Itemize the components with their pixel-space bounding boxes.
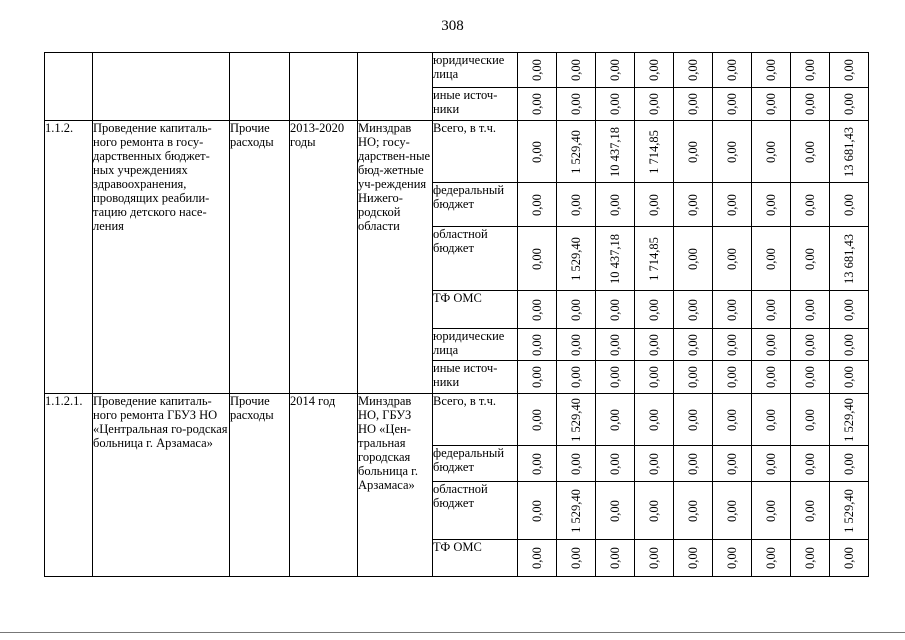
value-cell <box>674 121 713 183</box>
value-text: 0,00 <box>803 193 817 216</box>
value-text: 1 529,40 <box>569 488 583 533</box>
value-text: 0,00 <box>764 408 778 431</box>
funding-source-cell: Всего, в т.ч. <box>433 121 518 183</box>
value-text: 0,00 <box>647 499 661 522</box>
value-cell <box>518 121 557 183</box>
value-text: 0,00 <box>647 333 661 356</box>
value-cell <box>635 121 674 183</box>
value-text: 0,00 <box>686 193 700 216</box>
value-text: 1 529,40 <box>569 236 583 281</box>
value-text: 0,00 <box>803 247 817 270</box>
value-cell <box>791 540 830 577</box>
value-text: 0,00 <box>530 59 544 81</box>
value-text: 0,00 <box>530 193 544 216</box>
value-cell <box>635 53 674 88</box>
value-text: 0,00 <box>803 333 817 356</box>
program-table <box>44 52 869 577</box>
value-text: 0,00 <box>842 333 856 356</box>
value-text: 0,00 <box>803 298 817 321</box>
value-cell <box>791 227 830 291</box>
value-text: 0,00 <box>725 547 739 569</box>
value-cell <box>674 394 713 446</box>
funding-source-cell: федеральный бюджет <box>433 183 518 227</box>
item-code-cell: 1.1.2.1. <box>45 394 93 577</box>
value-cell <box>830 540 869 577</box>
value-text: 0,00 <box>686 59 700 81</box>
value-text: 0,00 <box>569 547 583 569</box>
value-cell <box>791 482 830 540</box>
value-text: 0,00 <box>686 247 700 270</box>
value-cell <box>752 361 791 394</box>
value-cell <box>674 227 713 291</box>
value-text: 0,00 <box>725 499 739 522</box>
value-cell <box>752 53 791 88</box>
value-cell <box>518 482 557 540</box>
value-text: 0,00 <box>686 333 700 356</box>
value-text: 0,00 <box>530 499 544 522</box>
value-cell <box>596 361 635 394</box>
value-cell <box>830 53 869 88</box>
value-cell <box>791 183 830 227</box>
value-text: 0,00 <box>725 59 739 81</box>
item-code-cell: 1.1.2. <box>45 121 93 394</box>
value-cell <box>752 540 791 577</box>
value-cell <box>713 227 752 291</box>
value-text: 0,00 <box>764 59 778 81</box>
funding-source-cell: иные источ-ники <box>433 88 518 121</box>
value-text: 0,00 <box>725 333 739 356</box>
value-cell <box>518 446 557 482</box>
value-cell <box>752 291 791 329</box>
value-cell <box>752 394 791 446</box>
value-cell <box>791 121 830 183</box>
expense-type-cell: Прочие расходы <box>230 394 290 577</box>
value-text: 0,00 <box>764 333 778 356</box>
value-text: 0,00 <box>530 298 544 321</box>
value-cell <box>596 121 635 183</box>
value-cell <box>635 329 674 361</box>
value-cell <box>791 88 830 121</box>
value-text: 0,00 <box>647 452 661 475</box>
value-cell <box>830 482 869 540</box>
value-cell <box>635 540 674 577</box>
value-text: 0,00 <box>647 547 661 569</box>
value-cell <box>713 88 752 121</box>
value-cell <box>635 291 674 329</box>
executor-cell <box>358 53 433 121</box>
value-cell <box>518 394 557 446</box>
value-cell <box>791 329 830 361</box>
value-text: 0,00 <box>608 452 622 475</box>
value-cell <box>674 183 713 227</box>
value-text: 0,00 <box>842 547 856 569</box>
value-cell <box>518 53 557 88</box>
funding-source-cell: Всего, в т.ч. <box>433 394 518 446</box>
value-cell <box>674 482 713 540</box>
table-row <box>45 53 869 88</box>
value-text: 0,00 <box>530 140 544 163</box>
value-cell <box>752 183 791 227</box>
value-cell <box>635 183 674 227</box>
value-text: 0,00 <box>725 193 739 216</box>
value-text: 0,00 <box>764 140 778 163</box>
value-cell <box>752 482 791 540</box>
value-text: 0,00 <box>530 408 544 431</box>
value-cell <box>596 394 635 446</box>
funding-source-cell: юридические лица <box>433 53 518 88</box>
value-text: 10 437,18 <box>608 233 622 284</box>
value-text: 0,00 <box>569 193 583 216</box>
value-cell <box>557 329 596 361</box>
funding-source-cell: ТФ ОМС <box>433 291 518 329</box>
value-cell <box>674 361 713 394</box>
value-text: 0,00 <box>803 408 817 431</box>
value-cell <box>713 446 752 482</box>
value-text: 13 681,43 <box>842 126 856 177</box>
value-cell <box>713 53 752 88</box>
value-cell <box>557 53 596 88</box>
value-text: 0,00 <box>803 366 817 388</box>
value-text: 0,00 <box>842 366 856 388</box>
value-cell <box>635 361 674 394</box>
value-text: 0,00 <box>725 452 739 475</box>
funding-source-cell: иные источ-ники <box>433 361 518 394</box>
value-text: 0,00 <box>530 93 544 115</box>
value-text: 0,00 <box>764 193 778 216</box>
funding-source-cell: ТФ ОМС <box>433 540 518 577</box>
value-text: 0,00 <box>569 366 583 388</box>
value-text: 0,00 <box>686 547 700 569</box>
value-cell <box>518 227 557 291</box>
value-text: 0,00 <box>608 93 622 115</box>
value-text: 0,00 <box>803 93 817 115</box>
value-text: 1 529,40 <box>569 129 583 174</box>
value-cell <box>752 446 791 482</box>
value-text: 0,00 <box>803 140 817 163</box>
value-cell <box>752 88 791 121</box>
period-cell: 2013-2020 годы <box>290 121 358 394</box>
value-cell <box>635 88 674 121</box>
value-text: 0,00 <box>569 59 583 81</box>
value-text: 0,00 <box>764 298 778 321</box>
table-row <box>45 121 869 183</box>
value-text: 0,00 <box>764 547 778 569</box>
value-cell <box>518 540 557 577</box>
value-cell <box>674 540 713 577</box>
value-text: 0,00 <box>608 193 622 216</box>
value-cell <box>557 183 596 227</box>
value-cell <box>791 394 830 446</box>
value-text: 1 529,40 <box>569 397 583 442</box>
value-text: 0,00 <box>842 452 856 475</box>
value-text: 0,00 <box>530 452 544 475</box>
measure-title-cell: Проведение капиталь-ного ремонта в госу-дарственных бюджет-ных учреждениях здравоохранения, проводящих реабили-тацию детского насе-ления <box>93 121 230 394</box>
value-text: 0,00 <box>842 298 856 321</box>
value-text: 0,00 <box>608 499 622 522</box>
value-text: 1 714,85 <box>647 129 661 174</box>
period-cell: 2014 год <box>290 394 358 577</box>
value-text: 0,00 <box>530 366 544 388</box>
value-text: 0,00 <box>803 59 817 81</box>
value-text: 1 529,40 <box>842 397 856 442</box>
period-cell <box>290 53 358 121</box>
value-text: 0,00 <box>608 408 622 431</box>
value-cell <box>557 446 596 482</box>
value-text: 0,00 <box>686 499 700 522</box>
value-cell <box>674 446 713 482</box>
value-text: 0,00 <box>764 93 778 115</box>
value-text: 0,00 <box>608 298 622 321</box>
value-text: 0,00 <box>842 59 856 81</box>
value-cell <box>674 291 713 329</box>
value-text: 0,00 <box>647 59 661 81</box>
value-cell <box>713 291 752 329</box>
value-cell <box>830 446 869 482</box>
value-text: 0,00 <box>608 366 622 388</box>
value-cell <box>791 291 830 329</box>
value-cell <box>518 183 557 227</box>
value-cell <box>635 482 674 540</box>
value-cell <box>830 291 869 329</box>
value-text: 0,00 <box>569 333 583 356</box>
value-text: 0,00 <box>686 140 700 163</box>
value-cell <box>752 227 791 291</box>
value-cell <box>791 361 830 394</box>
expense-type-cell <box>230 53 290 121</box>
value-cell <box>674 88 713 121</box>
funding-source-cell: федеральный бюджет <box>433 446 518 482</box>
funding-source-cell: областной бюджет <box>433 227 518 291</box>
value-cell <box>635 446 674 482</box>
value-cell <box>596 540 635 577</box>
value-text: 0,00 <box>686 408 700 431</box>
scan-edge-line <box>0 632 905 633</box>
value-text: 0,00 <box>647 408 661 431</box>
value-text: 0,00 <box>764 247 778 270</box>
value-text: 0,00 <box>647 298 661 321</box>
value-cell <box>713 394 752 446</box>
executor-cell: Минздрав НО; госу-дарствен-ные бюд-жетные уч-реждения Нижего-родской области <box>358 121 433 394</box>
value-text: 1 529,40 <box>842 488 856 533</box>
value-cell <box>791 53 830 88</box>
value-text: 0,00 <box>569 298 583 321</box>
item-code-cell <box>45 53 93 121</box>
value-cell <box>557 394 596 446</box>
value-cell <box>557 227 596 291</box>
value-cell <box>557 540 596 577</box>
value-text: 10 437,18 <box>608 126 622 177</box>
value-text: 0,00 <box>569 93 583 115</box>
value-text: 0,00 <box>803 547 817 569</box>
value-cell <box>557 291 596 329</box>
value-cell <box>830 183 869 227</box>
value-text: 0,00 <box>725 408 739 431</box>
value-text: 0,00 <box>569 452 583 475</box>
value-text: 1 714,85 <box>647 236 661 281</box>
value-cell <box>752 121 791 183</box>
value-cell <box>596 88 635 121</box>
value-text: 0,00 <box>530 247 544 270</box>
value-cell <box>518 88 557 121</box>
value-text: 0,00 <box>725 140 739 163</box>
measure-title-cell <box>93 53 230 121</box>
value-cell <box>596 53 635 88</box>
value-cell <box>635 227 674 291</box>
value-text: 0,00 <box>803 499 817 522</box>
value-text: 0,00 <box>725 366 739 388</box>
value-text: 0,00 <box>725 247 739 270</box>
value-cell <box>557 361 596 394</box>
value-cell <box>596 482 635 540</box>
value-text: 0,00 <box>608 547 622 569</box>
value-cell <box>518 329 557 361</box>
measure-title-cell: Проведение капиталь-ного ремонта ГБУЗ НО «Центральная го-родская больница г. Арзамаса» <box>93 394 230 577</box>
value-cell <box>596 227 635 291</box>
value-cell <box>518 291 557 329</box>
value-cell <box>830 361 869 394</box>
value-cell <box>713 329 752 361</box>
value-text: 0,00 <box>686 366 700 388</box>
value-text: 0,00 <box>686 298 700 321</box>
value-cell <box>830 329 869 361</box>
value-cell <box>557 121 596 183</box>
value-cell <box>596 183 635 227</box>
value-cell <box>557 482 596 540</box>
page-number: 308 <box>441 18 464 34</box>
value-text: 0,00 <box>842 93 856 115</box>
value-cell <box>674 329 713 361</box>
value-cell <box>791 446 830 482</box>
value-text: 0,00 <box>530 333 544 356</box>
value-text: 0,00 <box>764 366 778 388</box>
value-text: 0,00 <box>647 193 661 216</box>
value-text: 0,00 <box>725 298 739 321</box>
value-text: 0,00 <box>764 499 778 522</box>
value-cell <box>713 540 752 577</box>
value-text: 0,00 <box>686 93 700 115</box>
value-cell <box>830 88 869 121</box>
value-text: 13 681,43 <box>842 233 856 284</box>
value-cell <box>713 482 752 540</box>
value-text: 0,00 <box>530 547 544 569</box>
value-cell <box>518 361 557 394</box>
value-cell <box>635 394 674 446</box>
funding-source-cell: областной бюджет <box>433 482 518 540</box>
value-cell <box>674 53 713 88</box>
value-cell <box>557 88 596 121</box>
value-text: 0,00 <box>608 59 622 81</box>
value-cell <box>596 329 635 361</box>
executor-cell: Минздрав НО, ГБУЗ НО «Цен-тральная городская больница г. Арзамаса» <box>358 394 433 577</box>
value-text: 0,00 <box>803 452 817 475</box>
value-cell <box>596 291 635 329</box>
value-text: 0,00 <box>647 366 661 388</box>
value-cell <box>830 121 869 183</box>
value-text: 0,00 <box>842 193 856 216</box>
table-row <box>45 394 869 446</box>
value-cell <box>713 183 752 227</box>
value-text: 0,00 <box>764 452 778 475</box>
value-text: 0,00 <box>647 93 661 115</box>
value-cell <box>596 446 635 482</box>
value-cell <box>752 329 791 361</box>
value-text: 0,00 <box>686 452 700 475</box>
value-text: 0,00 <box>608 333 622 356</box>
expense-type-cell: Прочие расходы <box>230 121 290 394</box>
value-cell <box>830 394 869 446</box>
value-cell <box>713 121 752 183</box>
funding-source-cell: юридические лица <box>433 329 518 361</box>
value-cell <box>830 227 869 291</box>
value-cell <box>713 361 752 394</box>
value-text: 0,00 <box>725 93 739 115</box>
